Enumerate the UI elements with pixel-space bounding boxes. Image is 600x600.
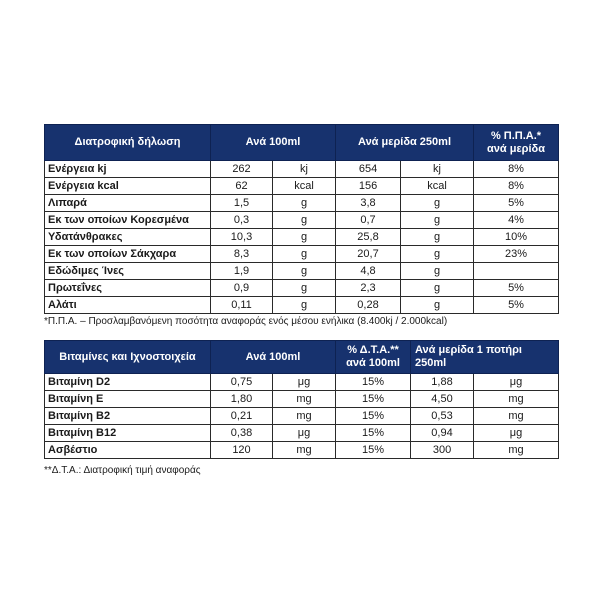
unit-per-100ml: μg — [273, 374, 336, 391]
unit-per-serving: g — [401, 263, 474, 280]
nutrition-table — [44, 124, 559, 314]
value-per-serving: 25,8 — [336, 229, 401, 246]
value-per-glass: 0,94 — [411, 425, 474, 442]
table-row — [45, 229, 559, 246]
value-per-100ml: 0,75 — [211, 374, 273, 391]
unit-per-100ml: g — [273, 246, 336, 263]
unit-per-100ml: mg — [273, 408, 336, 425]
value-per-glass: 0,53 — [411, 408, 474, 425]
table-row — [45, 297, 559, 314]
header-label: Διατροφική δήλωση — [45, 125, 211, 161]
value-per-100ml: 0,38 — [211, 425, 273, 442]
vitamin-label: Βιταμίνη E — [45, 391, 211, 408]
value-per-100ml: 1,9 — [211, 263, 273, 280]
header-label: Βιταμίνες και Ιχνοστοιχεία — [45, 341, 211, 374]
pct-reference-intake: 5% — [474, 297, 559, 314]
unit-per-100ml: g — [273, 263, 336, 280]
vitamins-footnote: **Δ.Τ.Α.: Διατροφική τιμή αναφοράς — [44, 465, 201, 476]
nutrient-label: Υδατάνθρακες — [45, 229, 211, 246]
value-per-100ml: 8,3 — [211, 246, 273, 263]
header-pct — [474, 125, 559, 161]
table-row — [45, 442, 559, 459]
value-per-serving: 3,8 — [336, 195, 401, 212]
unit-per-glass: μg — [474, 374, 559, 391]
pct-reference-value: 15% — [336, 374, 411, 391]
value-per-100ml: 0,21 — [211, 408, 273, 425]
pct-reference-intake: 8% — [474, 161, 559, 178]
unit-per-serving: g — [401, 280, 474, 297]
header-per-glass-line1: Ανά μερίδα 1 ποτήρι — [415, 344, 522, 356]
unit-per-glass: mg — [474, 442, 559, 459]
vitamin-label: Βιταμίνη B12 — [45, 425, 211, 442]
vitamin-label: Βιταμίνη B2 — [45, 408, 211, 425]
value-per-100ml: 1,5 — [211, 195, 273, 212]
value-per-serving: 20,7 — [336, 246, 401, 263]
pct-reference-intake: 5% — [474, 195, 559, 212]
value-per-glass: 1,88 — [411, 374, 474, 391]
value-per-100ml: 262 — [211, 161, 273, 178]
pct-reference-intake — [474, 263, 559, 280]
unit-per-100ml: g — [273, 280, 336, 297]
value-per-100ml: 62 — [211, 178, 273, 195]
header-pct-line1: % Π.Π.Α.* — [490, 129, 542, 142]
value-per-100ml: 120 — [211, 442, 273, 459]
vitamin-label: Βιταμίνη D2 — [45, 374, 211, 391]
nutrient-label: Αλάτι — [45, 297, 211, 314]
header-per-glass-line2: 250ml — [415, 357, 447, 369]
nutrient-label: Εκ των οποίων Σάκχαρα — [45, 246, 211, 263]
nutrient-label: Πρωτεΐνες — [45, 280, 211, 297]
unit-per-100ml: g — [273, 297, 336, 314]
table-row — [45, 280, 559, 297]
table-row — [45, 425, 559, 442]
table-row — [45, 195, 559, 212]
table-row — [45, 374, 559, 391]
table-row — [45, 263, 559, 280]
value-per-100ml: 0,11 — [211, 297, 273, 314]
value-per-glass: 4,50 — [411, 391, 474, 408]
unit-per-100ml: g — [273, 212, 336, 229]
unit-per-100ml: μg — [273, 425, 336, 442]
vitamins-table — [44, 340, 559, 459]
nutrient-label: Λιπαρά — [45, 195, 211, 212]
unit-per-serving: g — [401, 212, 474, 229]
pct-reference-intake: 10% — [474, 229, 559, 246]
unit-per-serving: g — [401, 195, 474, 212]
value-per-serving: 0,28 — [336, 297, 401, 314]
table-row — [45, 246, 559, 263]
header-pct-line2: ανά μερίδα — [487, 142, 545, 155]
unit-per-serving: kj — [401, 161, 474, 178]
header-per-100ml: Ανά 100ml — [211, 341, 336, 374]
table-row — [45, 391, 559, 408]
value-per-100ml: 0,3 — [211, 212, 273, 229]
nutrition-header-row — [45, 125, 559, 161]
pct-reference-value: 15% — [336, 408, 411, 425]
table-row — [45, 408, 559, 425]
pct-reference-intake: 4% — [474, 212, 559, 229]
nutrient-label: Ενέργεια kj — [45, 161, 211, 178]
pct-reference-value: 15% — [336, 442, 411, 459]
nutrient-label: Εκ των οποίων Κορεσμένα — [45, 212, 211, 229]
value-per-serving: 0,7 — [336, 212, 401, 229]
unit-per-serving: g — [401, 297, 474, 314]
header-per-glass — [411, 341, 559, 374]
pct-reference-intake: 23% — [474, 246, 559, 263]
unit-per-100ml: kcal — [273, 178, 336, 195]
unit-per-100ml: mg — [273, 442, 336, 459]
vitamins-header-row — [45, 341, 559, 374]
header-per-100ml: Ανά 100ml — [211, 125, 336, 161]
value-per-glass: 300 — [411, 442, 474, 459]
unit-per-serving: kcal — [401, 178, 474, 195]
value-per-serving: 654 — [336, 161, 401, 178]
pct-reference-intake: 5% — [474, 280, 559, 297]
unit-per-glass: mg — [474, 408, 559, 425]
unit-per-100ml: g — [273, 229, 336, 246]
vitamin-label: Ασβέστιο — [45, 442, 211, 459]
table-row — [45, 178, 559, 195]
value-per-serving: 4,8 — [336, 263, 401, 280]
header-pct-line1: % Δ.Τ.Α.** — [347, 344, 399, 356]
value-per-serving: 156 — [336, 178, 401, 195]
unit-per-100ml: mg — [273, 391, 336, 408]
nutrition-footnote: *Π.Π.Α. – Προσλαμβανόμενη ποσότητα αναφοράς ενός μέσου ενήλικα (8.400kj / 2.000kcal) — [44, 316, 448, 327]
value-per-serving: 2,3 — [336, 280, 401, 297]
pct-reference-value: 15% — [336, 425, 411, 442]
unit-per-glass: mg — [474, 391, 559, 408]
nutrient-label: Ενέργεια kcal — [45, 178, 211, 195]
unit-per-serving: g — [401, 246, 474, 263]
pct-reference-value: 15% — [336, 391, 411, 408]
unit-per-100ml: kj — [273, 161, 336, 178]
header-pct — [336, 341, 411, 374]
nutrient-label: Εδώδιμες Ίνες — [45, 263, 211, 280]
value-per-100ml: 1,80 — [211, 391, 273, 408]
unit-per-glass: μg — [474, 425, 559, 442]
value-per-100ml: 10,3 — [211, 229, 273, 246]
header-pct-line2: ανά 100ml — [346, 357, 400, 369]
header-per-serving: Ανά μερίδα 250ml — [336, 125, 474, 161]
pct-reference-intake: 8% — [474, 178, 559, 195]
table-row — [45, 161, 559, 178]
value-per-100ml: 0,9 — [211, 280, 273, 297]
unit-per-serving: g — [401, 229, 474, 246]
unit-per-100ml: g — [273, 195, 336, 212]
table-row — [45, 212, 559, 229]
